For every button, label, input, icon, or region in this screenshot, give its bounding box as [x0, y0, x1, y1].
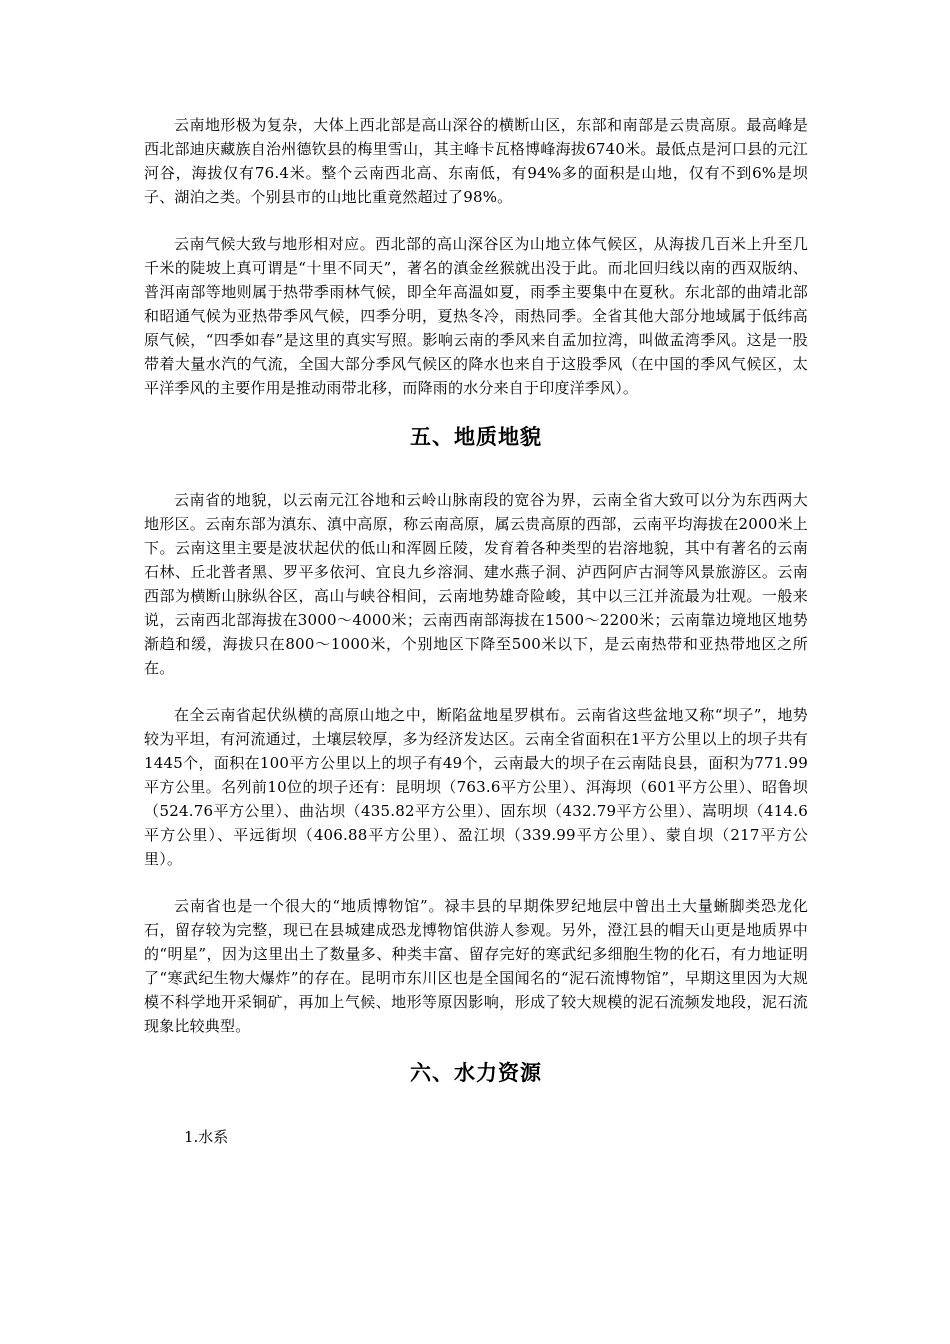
paragraph-terrain: 云南地形极为复杂，大体上西北部是高山深谷的横断山区，东部和南部是云贵高原。最高峰是西北部迪庆藏族自治州德钦县的梅里雪山，其主峰卡瓦格博峰海拔6740米。最低点是河口县的元江河谷，海拔仅有76.4米。整个云南西北高、东南低，有94%多的面积是山地，仅有不到6%是坝子、湖泊之类。个别县市的山地比重竟然超过了98%。: [144, 116, 808, 206]
paragraph-landform: 云南省的地貌，以云南元江谷地和云岭山脉南段的宽谷为界，云南全省大致可以分为东西两大地形区。云南东部为滇东、滇中高原，称云南高原，属云贵高原的西部，云南平均海拔在2000米上下。云南这里主要是波状起伏的低山和浑圆丘陵，发育着各种类型的岩溶地貌，其中有著名的云南石林、丘北普者黑、罗平多依河、宜良九乡溶洞、建水燕子洞、泸西阿庐古洞等风景旅游区。云南西部为横断山脉纵谷区，高山与峡谷相间，云南地势雄奇险峻，其中以三江并流最为壮观。一般来说，云南西北部海拔在3000～4000米；云南西南部海拔在1500～2200米；云南靠边境地区地势渐趋和缓，海拔只在800～1000米，个别地区下降至500米以下，是云南热带和亚热带地区之所在。: [144, 491, 808, 677]
paragraph-geology-museum: 云南省也是一个很大的“地质博物馆”。禄丰县的早期侏罗纪地层中曾出土大量蜥脚类恐龙化石，留存较为完整，现已在县城建成恐龙博物馆供游人参观。另外，澄江县的帽天山更是地质界中的“明星”，因为这里出土了数量多、种类丰富、留存完好的寒武纪多细胞生物的化石，有力地证明了“寒武纪生物大爆炸”的存在。昆明市东川区也是全国闻名的“泥石流博物馆”，早期这里因为大规模不科学地开采铜矿，再加上气候、地形等原因影响，形成了较大规模的泥石流频发地段，泥石流现象比较典型。: [144, 897, 808, 1035]
subheading-water-system: 1.水系: [184, 1128, 229, 1146]
section-heading-geology: 五、地质地貌: [410, 425, 542, 449]
paragraph-climate: 云南气候大致与地形相对应。西北部的高山深谷区为山地立体气候区，从海拔几百米上升至几千米的陡坡上真可谓是“十里不同天”，著名的滇金丝猴就出没于此。而北回归线以南的西双版纳、普洱南部等地则属于热带季雨林气候，即全年高温如夏，雨季主要集中在夏秋。东北部的曲靖北部和昭通气候为亚热带季风气候，四季分明，夏热冬冷，雨热同季。全省其他大部分地域属于低纬高原气候，“四季如春”是这里的真实写照。影响云南的季风来自孟加拉湾，叫做孟湾季风。这是一股带着大量水汽的气流，全国大部分季风气候区的降水也来自于这股季风（在中国的季风气候区，太平洋季风的主要作用是推动雨带北移，而降雨的水分来自于印度洋季风）。: [144, 235, 808, 397]
section-heading-water-resources: 六、水力资源: [410, 1061, 542, 1085]
page-content: [144, 113, 808, 1149]
paragraph-basins: 在全云南省起伏纵横的高原山地之中，断陷盆地星罗棋布。云南省这些盆地又称“坝子”，地势较为平坦，有河流通过，土壤层较厚，多为经济发达区。云南全省面积在1平方公里以上的坝子共有1445个，面积在100平方公里以上的坝子有49个，云南最大的坝子在云南陆良县，面积为771.99平方公里。名列前10位的坝子还有：昆明坝（763.6平方公里）、洱海坝（601平方公里）、昭鲁坝（524.76平方公里）、曲沾坝（435.82平方公里）、固东坝（432.79平方公里）、嵩明坝（414.6平方公里）、平远街坝（406.88平方公里）、盈江坝（339.99平方公里）、蒙自坝（217平方公里）。: [144, 706, 808, 868]
